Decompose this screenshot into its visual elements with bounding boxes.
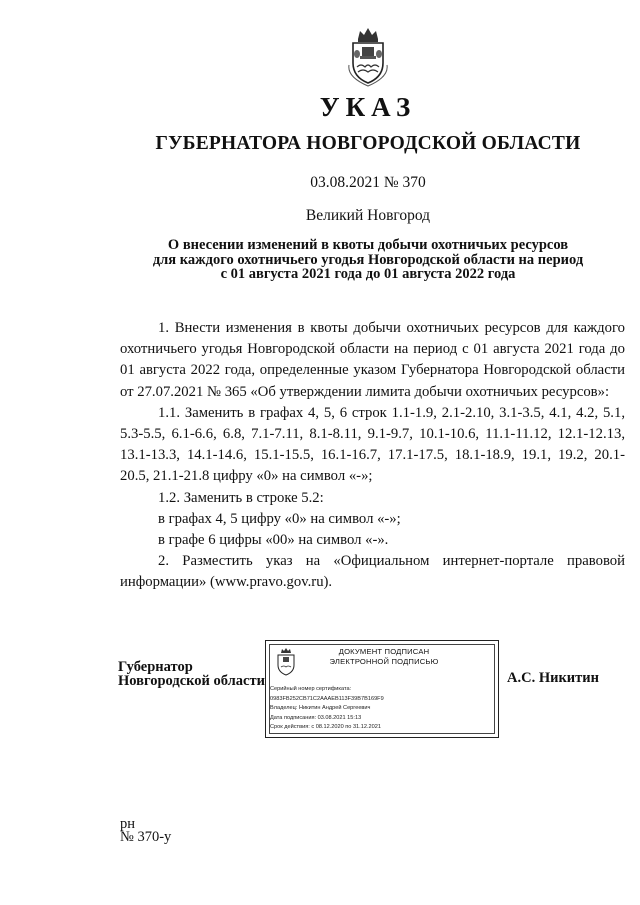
- paragraph: 1.1. Заменить в графах 4, 5, 6 строк 1.1-1.9, 2.1-2.10, 3.1-3.5, 4.1, 4.2, 5.1, 5.3-5.5, 6.1-6.6, 6.8, 7.1-7.11, 8.1-8.11, 9.1-9.7, 10.1-10.6, 11.1-11.12, 12.1-12.13, 13.1-13.3, 14.1-14.6, 15.1-15.5, 16.1-16.7, 17.1-17.5, 18.1-18.9, 19.1, 19.2, 20.1-20.5, 21.1-21.8 цифру «0» на символ «-»;: [120, 404, 625, 485]
- document-reference: № 370-у: [120, 829, 172, 845]
- footer-reference: [120, 818, 171, 844]
- paragraph: 1.2. Заменить в строке 5.2:: [158, 489, 324, 506]
- signatory-name: А.С. Никитин: [507, 670, 599, 686]
- cert-owner: Владелец: Никитин Андрей Сергеевич: [270, 705, 371, 712]
- paragraph: 2. Разместить указ на «Официальном интернет-портале правовой информации» (www.pravo.gov.ru).: [120, 553, 625, 591]
- cert-number: 0983FB252CB71C2AAAEB113F39B7B169F9: [270, 695, 384, 702]
- stamp-details: [270, 685, 384, 733]
- paragraph: в графах 4, 5 цифру «0» на символ «-»;: [158, 510, 401, 527]
- cert-label: Серийный номер сертификата:: [270, 686, 352, 692]
- stamp-title-line: ЭЛЕКТРОННОЙ ПОДПИСЬЮ: [329, 657, 439, 666]
- position-line: Губернатор: [118, 659, 193, 675]
- signed-date: Дата подписания: 03.08.2021 15:13: [270, 714, 362, 721]
- heading-line: с 01 августа 2021 года до 01 августа 2022 года: [220, 266, 516, 282]
- date-number: 03.08.2021 № 370: [310, 174, 426, 191]
- position-line: Новгородской области: [118, 673, 265, 689]
- document-heading: [95, 238, 640, 282]
- issuer-subtitle: ГУБЕРНАТОРА НОВГОРОДСКОЙ ОБЛАСТИ: [155, 133, 581, 154]
- heading-line: для каждого охотничьего угодья Новгородской области на период: [152, 251, 584, 268]
- executor-initials: рн: [120, 816, 136, 832]
- cert-validity: Срок действия: с 08.12.2020 по 31.12.2021: [270, 724, 381, 731]
- stamp-title: [304, 647, 464, 667]
- electronic-signature-stamp: [265, 640, 499, 738]
- document-type-title: УКАЗ: [319, 92, 417, 122]
- heading-line: О внесении изменений в квоты добычи охотничьих ресурсов: [167, 237, 569, 253]
- paragraph: в графе 6 цифры «00» на символ «-».: [158, 532, 389, 549]
- novgorod-coat-of-arms-icon: [343, 25, 393, 87]
- document-body: [120, 318, 625, 594]
- city: Великий Новгород: [305, 207, 431, 224]
- stamp-coat-of-arms-icon: [274, 647, 298, 677]
- stamp-title-line: ДОКУМЕНТ ПОДПИСАН: [338, 647, 430, 656]
- signatory-position: [118, 660, 265, 688]
- paragraph: 1. Внести изменения в квоты добычи охотничьих ресурсов для каждого охотничьего угодья Новгородской области на период с 01 августа 2021 года до 01 августа 2022 года, определенные указом Губернатора Новгородской области от 27.07.2021 № 365 «Об утверждении лимита добычи охотничьих ресурсов»:: [120, 320, 625, 400]
